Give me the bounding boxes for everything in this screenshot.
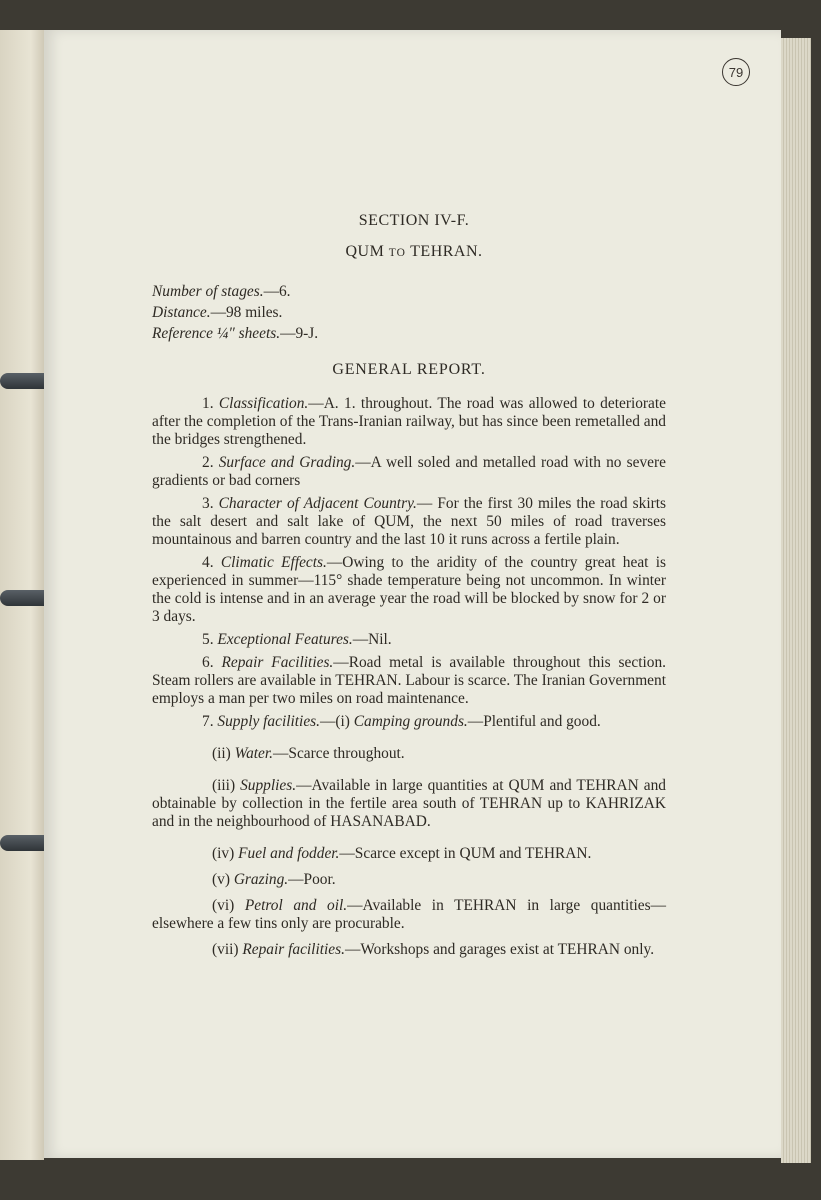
report-item (152, 713, 666, 731)
supply-subitem (152, 871, 666, 889)
subitem-text: —Scarce throughout. (273, 745, 405, 762)
item-heading: Surface and Grading. (218, 454, 356, 471)
meta-distance (152, 302, 666, 323)
item-number: 5. (202, 631, 214, 648)
item-text: —A well soled and metalled road with no severe gradients or bad corners (152, 454, 666, 489)
subitem-text: —Available in large quantities at QUM and TEHRAN and obtainable by collection in the fertile area south of TEHRAN up to KAHRIZAK and in the neighbourhood of HASANABAD. (152, 777, 666, 830)
item-number: 7. (202, 713, 214, 730)
item-heading: Supply facilities. (217, 713, 320, 730)
route-to: TEHRAN. (410, 243, 483, 260)
item-number: 2. (202, 454, 214, 471)
route-title (162, 243, 666, 262)
meta-stages (152, 281, 666, 302)
item-number: 1. (202, 395, 214, 412)
item-text: —Owing to the aridity of the country great heat is experienced in summer—115° shade temperature being not uncommon. In winter the cold is intense and in an average year the road will be blocked by snow for 2 or 3 days. (152, 554, 666, 625)
subitem-heading: Fuel and fodder. (238, 845, 340, 862)
item-heading: Repair Facilities. (221, 654, 334, 671)
subitem-number: (vii) (212, 941, 239, 958)
subitem-text: —Scarce except in QUM and TEHRAN. (339, 845, 592, 862)
item-heading: Character of Adjacent Country. (218, 495, 417, 512)
item-subheading: Camping grounds. (353, 713, 468, 730)
subitem-heading: Supplies. (240, 777, 297, 794)
item-text: —Plentiful and good. (467, 713, 601, 730)
meta-value: —6. (263, 283, 291, 300)
item-number: 6. (202, 654, 214, 671)
section-title: SECTION IV-F. (358, 212, 470, 229)
route-from: QUM (345, 243, 385, 260)
meta-label: Number of stages. (152, 283, 264, 300)
report-item (152, 631, 666, 649)
report-item (152, 495, 666, 549)
report-item (152, 554, 666, 626)
meta-label: Distance. (152, 304, 211, 321)
subitem-number: (ii) (212, 745, 231, 762)
subitem-text: —Available in TEHRAN in large quantities—elsewhere a few tins only are procurable. (152, 897, 666, 932)
route-to-word: TO (388, 247, 406, 259)
subitem-text: —Workshops and garages exist at TEHRAN only. (344, 941, 655, 958)
item-text: — For the first 30 miles the road skirts the salt desert and salt lake of QUM, the next 50 miles of road traverses mountainous and barren country and the last 10 it runs across a fertile plain. (152, 495, 666, 548)
report-title: GENERAL REPORT. (332, 361, 486, 378)
subitem-text: —Poor. (288, 871, 336, 888)
item-heading: Exceptional Features. (217, 631, 353, 648)
item-heading: Classification. (218, 395, 309, 412)
page-content (152, 212, 666, 967)
item-text: —A. 1. throughout. The road was allowed to deteriorate after the completion of the Trans-Iranian railway, but has since been remetalled and the bridges strengthened. (152, 395, 666, 448)
subitem-number: (iv) (212, 845, 235, 862)
item-text: —(i) (320, 713, 354, 730)
item-heading: Climatic Effects. (220, 554, 327, 571)
item-text: —Road metal is available throughout this section. Steam rollers are available in TEHRAN. Labour is scarce. The Iranian Government employs a man per two miles on road maintenance. (152, 654, 666, 707)
report-item (152, 454, 666, 490)
subitem-heading: Grazing. (233, 871, 289, 888)
item-number: 3. (202, 495, 214, 512)
meta-label: Reference ¼″ sheets. (152, 325, 281, 342)
folio-number: 79 (722, 58, 750, 86)
subitem-number: (vi) (212, 897, 235, 914)
meta-value: —98 miles. (210, 304, 283, 321)
subitem-heading: Petrol and oil. (244, 897, 348, 914)
route-meta (152, 281, 666, 344)
supply-subitem (152, 777, 666, 831)
report-item (152, 395, 666, 449)
subitem-number: (v) (212, 871, 230, 888)
item-number: 4. (202, 554, 214, 571)
supply-subitem (152, 845, 666, 863)
subitem-heading: Repair facilities. (242, 941, 345, 958)
item-text: —Nil. (352, 631, 392, 648)
meta-reference (152, 323, 666, 344)
subitem-heading: Water. (234, 745, 274, 762)
page-edges (781, 38, 811, 1163)
report-item (152, 654, 666, 708)
supply-subitem (152, 897, 666, 933)
subitem-number: (iii) (212, 777, 236, 794)
supply-subitem (152, 745, 666, 763)
meta-value: —9-J. (280, 325, 319, 342)
supply-subitem (152, 941, 666, 959)
